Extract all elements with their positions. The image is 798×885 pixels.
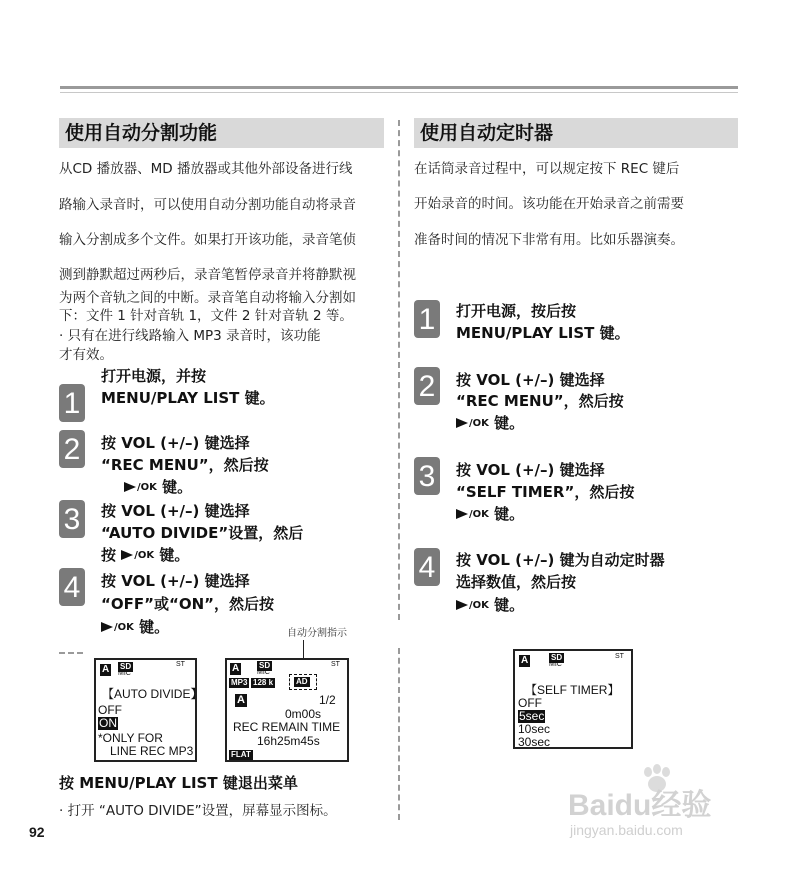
section-rule-left	[59, 652, 83, 654]
step-text: “OFF”或“ON”，然后按	[101, 595, 274, 613]
play-ok-icon: /OK	[456, 418, 489, 429]
step-prefix: 按	[101, 546, 117, 564]
step-text: 按 VOL (+/–) 键为自动定时器	[456, 551, 665, 569]
step-number: 1	[59, 384, 85, 422]
stereo-icon: ST	[615, 653, 624, 660]
left-para-line: 输入分割成多个文件。如果打开该功能，录音笔侦	[59, 232, 356, 248]
remain-time: 16h25m45s	[257, 734, 320, 748]
step-suffix: 键。	[162, 478, 193, 496]
play-ok-icon: /OK	[456, 509, 489, 520]
step-suffix: 键。	[139, 618, 170, 636]
step-ok-line	[456, 594, 524, 617]
step-number: 4	[414, 548, 440, 586]
step-number: 2	[414, 367, 440, 405]
play-ok-icon: /OK	[124, 482, 157, 493]
step-ok-line	[101, 544, 189, 567]
step-suffix: 键。	[159, 546, 190, 564]
sd-icon: SD	[120, 662, 132, 671]
lcd-option-10sec: 10sec	[518, 722, 551, 736]
left-para-line: 才有效。	[59, 347, 113, 363]
step-number: 3	[59, 500, 85, 538]
mic-label: MIC	[257, 669, 270, 676]
indicator-caption: 自动分割指示	[287, 628, 347, 639]
step-text: MENU/PLAY LIST 键。	[101, 389, 275, 407]
step-suffix: 键。	[494, 505, 525, 523]
lcd-option-off: OFF	[98, 703, 122, 717]
left-para-line: 为两个音轨之间的中断。录音笔自动将输入分割如	[59, 290, 356, 306]
column-divider	[398, 120, 400, 620]
ad-icon: AD	[296, 677, 308, 686]
watermark-url: jingyan.baidu.com	[570, 822, 683, 838]
play-ok-icon: /OK	[121, 550, 154, 561]
step-number: 1	[414, 300, 440, 338]
right-para-line: 开始录音的时间。该功能在开始录音之前需要	[414, 196, 684, 212]
step-ok-line	[124, 476, 192, 499]
step-text: “SELF TIMER”，然后按	[456, 483, 635, 501]
sd-icon: SD	[259, 661, 271, 670]
step-text: 按 VOL (+/–) 键选择	[456, 371, 605, 389]
stereo-icon: ST	[331, 661, 340, 668]
lcd-note: *ONLY FOR	[98, 731, 163, 745]
bitrate-tag: 128 k	[253, 678, 274, 687]
page-number: 92	[29, 824, 45, 840]
lcd-option-5sec: 5sec	[519, 709, 545, 723]
step-number: 2	[59, 430, 85, 468]
step-text: 打开电源，并按	[101, 367, 207, 385]
step-number: 3	[414, 457, 440, 495]
step-suffix: 键。	[494, 414, 525, 432]
watermark-brand: Baidu经验	[568, 789, 712, 822]
top-rule	[60, 86, 738, 89]
left-heading: 使用自动分割功能	[59, 118, 384, 148]
column-divider-lower	[398, 648, 400, 820]
step-text: 按 VOL (+/–) 键选择	[101, 502, 250, 520]
lcd-option-on: ON	[99, 716, 117, 730]
left-para-line: 下：文件 1 针对音轨 1，文件 2 针对音轨 2 等。	[59, 308, 353, 324]
step-text: MENU/PLAY LIST 键。	[456, 324, 630, 342]
play-ok-icon: /OK	[101, 622, 134, 633]
right-para-line: 准备时间的情况下非常有用。比如乐器演奏。	[414, 232, 684, 248]
left-para-line: 路输入录音时，可以使用自动分割功能自动将录音	[59, 197, 356, 213]
step-ok-line	[456, 503, 524, 526]
left-para-line: 测到静默超过两秒后，录音笔暂停录音并将静默视	[59, 267, 356, 283]
lcd-auto-divide	[94, 658, 203, 762]
step-number: 4	[59, 568, 85, 606]
battery-icon: A	[232, 663, 240, 674]
right-para-line: 在话筒录音过程中，可以规定按下 REC 键后	[414, 161, 680, 177]
step-text: 按 VOL (+/–) 键选择	[101, 434, 250, 452]
step-text: “REC MENU”，然后按	[101, 456, 269, 474]
mic-label: MIC	[118, 670, 131, 677]
format-tag: MP3	[231, 678, 248, 687]
battery-icon: A	[102, 664, 110, 675]
step-suffix: 键。	[494, 596, 525, 614]
stereo-icon: ST	[176, 661, 185, 668]
lcd-recording	[225, 658, 349, 762]
left-para-line: 从CD 播放器、MD 播放器或其他外部设备进行线	[59, 161, 353, 177]
track-count: 1/2	[319, 693, 336, 707]
exit-instruction: 按 MENU/PLAY LIST 键退出菜单	[59, 774, 298, 792]
lcd-note: LINE REC MP3	[110, 744, 194, 758]
elapsed-time: 0m00s	[285, 707, 322, 721]
step-text: “REC MENU”，然后按	[456, 392, 624, 410]
remain-label: REC REMAIN TIME	[233, 720, 341, 734]
mic-label: MIC	[549, 661, 562, 668]
play-ok-icon: /OK	[456, 600, 489, 611]
step-text: 按 VOL (+/–) 键选择	[456, 461, 605, 479]
sd-icon: SD	[551, 653, 563, 662]
lcd-title: 【SELF TIMER】	[525, 683, 620, 697]
battery-icon: A	[521, 655, 529, 666]
step-ok-line	[101, 616, 169, 639]
right-heading: 使用自动定时器	[414, 118, 738, 148]
step-ok-line	[456, 412, 524, 435]
lcd-title: 【AUTO DIVIDE】	[102, 687, 203, 701]
lcd-option-30sec: 30sec	[518, 735, 551, 749]
lcd-self-timer	[513, 649, 633, 749]
exit-note: · 打开 “AUTO DIVIDE”设置，屏幕显示图标。	[59, 803, 337, 819]
step-text: 按 VOL (+/–) 键选择	[101, 572, 250, 590]
step-text: “AUTO DIVIDE”设置，然后	[101, 524, 304, 542]
top-rule-thin	[60, 92, 738, 93]
step-text: 选择数值，然后按	[456, 573, 577, 591]
lcd-option-off: OFF	[518, 696, 542, 710]
eq-flat-tag: FLAT	[231, 750, 251, 759]
folder-icon: A	[237, 694, 245, 706]
step-text: 打开电源，按后按	[456, 302, 577, 320]
left-para-line: · 只有在进行线路输入 MP3 录音时，该功能	[59, 328, 321, 344]
